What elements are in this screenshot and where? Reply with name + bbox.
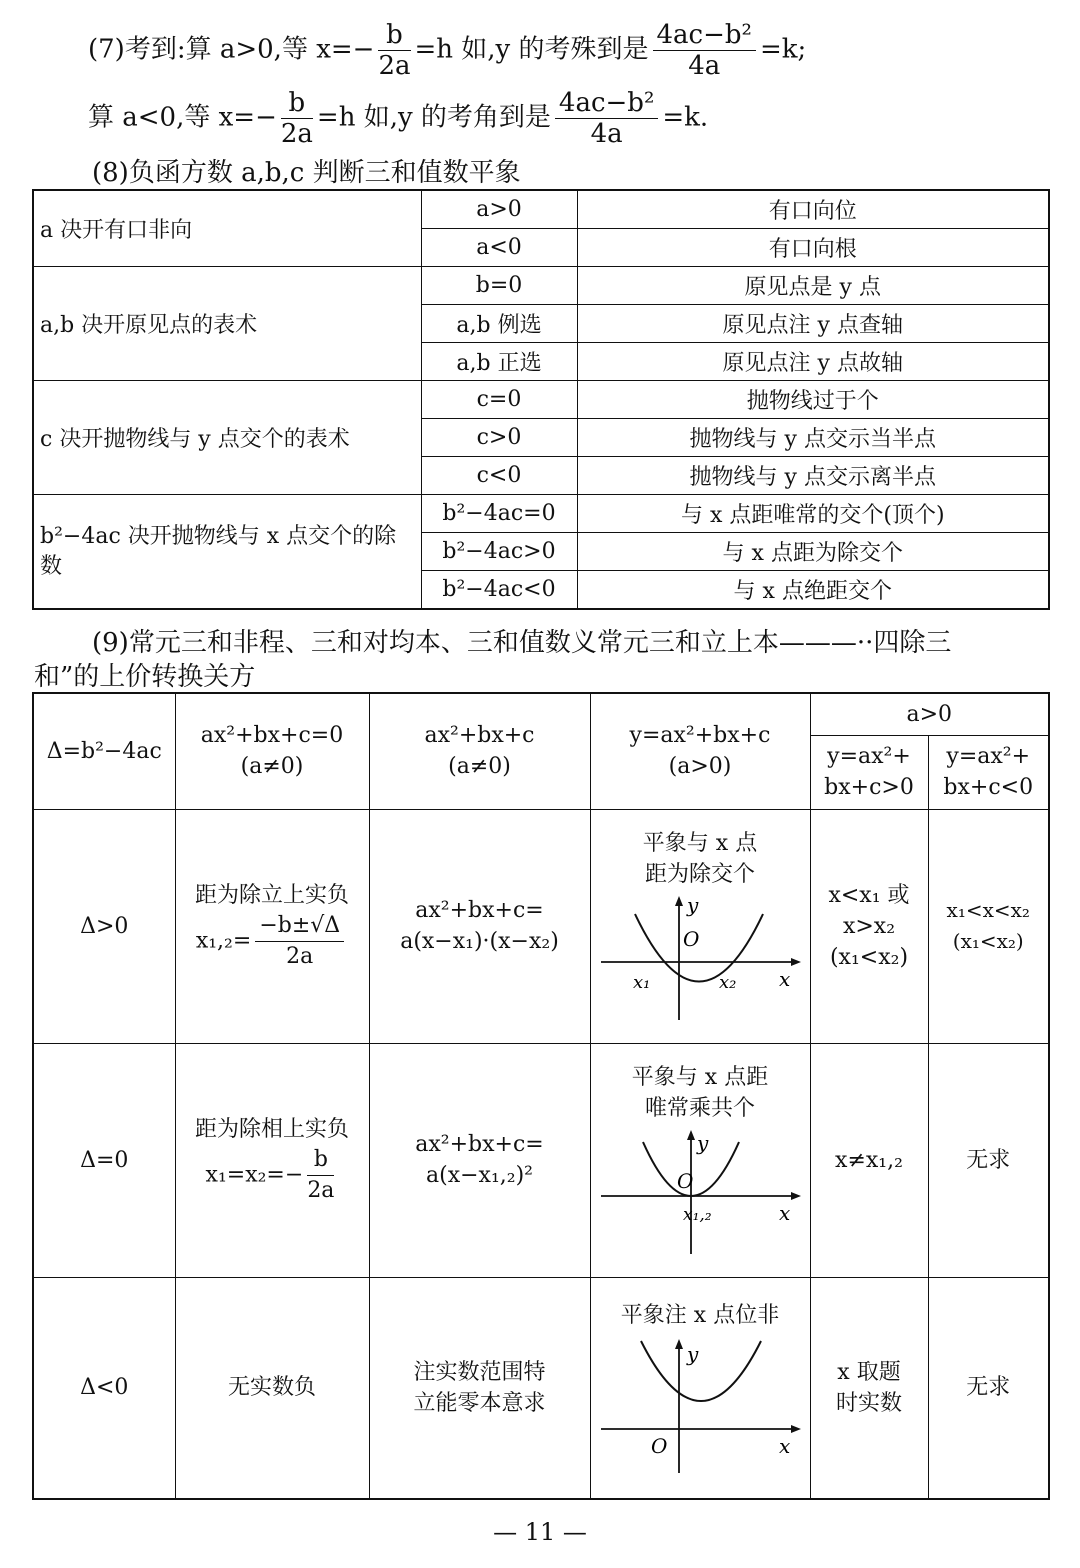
- roots-lhs: x₁,₂=: [195, 928, 252, 954]
- group-label: c 决开抛物线与 y 点交个的表术: [33, 381, 421, 495]
- frac-num: 4ac−b²: [555, 88, 658, 119]
- s7-line2: [88, 88, 708, 149]
- header-row: [33, 693, 1049, 735]
- y-label: y: [697, 1131, 709, 1155]
- roots-cell: 无实数负: [175, 1277, 369, 1499]
- table-row: [33, 190, 1049, 229]
- graph-caption: 平象与 x 点距: [631, 1065, 769, 1090]
- fraction: [653, 20, 756, 81]
- roots-lhs: x₁=x₂=−: [205, 1162, 304, 1188]
- table-row: [33, 381, 1049, 419]
- frac-den: 2a: [307, 1178, 335, 1203]
- solution-text: (x₁<x₂): [952, 929, 1024, 953]
- delta-cell: Δ<0: [33, 1277, 175, 1499]
- discriminant-table: [32, 692, 1050, 1500]
- frac-den: 2a: [378, 51, 411, 81]
- coefficient-table: [32, 189, 1050, 610]
- graph-caption: 距为除交个: [644, 862, 755, 887]
- parabola-one-root-graph: [597, 1128, 803, 1258]
- roots-formula: [180, 911, 365, 972]
- header-text: bx+c>0: [824, 775, 914, 800]
- group-label: b²−4ac 决开抛物线与 x 点交个的除数: [33, 495, 421, 610]
- s7-text: =k;: [759, 34, 807, 65]
- lt-solution-cell: 无求: [928, 1043, 1049, 1277]
- x-axis-arrow: [791, 1425, 801, 1433]
- roots-cell: [175, 1043, 369, 1277]
- condition-cell: c>0: [421, 419, 577, 457]
- delta-cell: Δ=0: [33, 1043, 175, 1277]
- result-cell: 抛物线与 y 点交示当半点: [577, 419, 1049, 457]
- frac-num: b: [281, 88, 313, 119]
- parabola-two-roots-graph: [597, 894, 803, 1024]
- factor-text: ax²+bx+c=: [415, 898, 544, 923]
- s7-line1: [88, 20, 806, 81]
- fraction: [378, 20, 410, 81]
- y-label: y: [687, 1342, 699, 1367]
- factor-text: 注实数范围特: [413, 1359, 546, 1385]
- condition-cell: a<0: [421, 229, 577, 267]
- frac-num: b: [378, 20, 410, 51]
- lt-solution-cell: 无求: [928, 1277, 1049, 1499]
- header-group: a>0: [810, 693, 1049, 735]
- header-lt-inequality: [928, 735, 1049, 809]
- header-equation: [175, 693, 369, 809]
- roots-text: 距为除立上实负: [194, 883, 349, 908]
- header-text: ax²+bx+c: [424, 723, 535, 749]
- fraction: [307, 1145, 334, 1206]
- factor-text: ax²+bx+c=: [415, 1132, 544, 1157]
- y-axis-arrow: [687, 1130, 695, 1140]
- frac-den: 2a: [286, 944, 314, 969]
- double-root-label: x₁,₂: [683, 1205, 712, 1225]
- solution-text: x<x₁ 或: [828, 882, 910, 908]
- root-x1-label: x₁: [633, 972, 651, 993]
- graph-caption: 平象与 x 点: [642, 831, 758, 856]
- solution-text: 时实数: [835, 1390, 902, 1416]
- condition-cell: a,b 例选: [421, 305, 577, 343]
- group-label: a,b 决开原见点的表术: [33, 267, 421, 381]
- delta-cell: Δ>0: [33, 809, 175, 1043]
- table-row: [33, 809, 1049, 1043]
- group-label: a 决开有口非向: [33, 190, 421, 267]
- graph-caption: 平象注 x 点位非: [620, 1303, 780, 1329]
- s7-text: =h 如,y 的考角到是: [316, 102, 551, 133]
- y-axis-arrow: [675, 896, 683, 906]
- frac-den: 4a: [590, 119, 623, 149]
- x-label: x: [779, 967, 791, 991]
- parabola-no-root-graph: [597, 1335, 803, 1475]
- y-axis-arrow: [675, 1339, 683, 1349]
- roots-cell: [175, 809, 369, 1043]
- condition-cell: b²−4ac=0: [421, 495, 577, 533]
- x-axis-arrow: [791, 958, 801, 966]
- factor-cell: [369, 1043, 590, 1277]
- header-function: [590, 693, 810, 809]
- gt-solution-cell: x≠x₁,₂: [810, 1043, 928, 1277]
- s9-heading-line1: (9)常元三和非程、三和对均本、三和值数义常元三和立上本———··四除三: [92, 628, 952, 658]
- graph-cell: [590, 1043, 810, 1277]
- result-cell: 与 x 点绝距交个: [577, 571, 1049, 610]
- table-row: [33, 267, 1049, 305]
- header-text: ax²+bx+c=0: [200, 723, 344, 749]
- table-row: [33, 1043, 1049, 1277]
- header-text: y=ax²+bx+c: [629, 723, 771, 749]
- s9-heading-line2: 和”的上价转换关方: [34, 662, 256, 692]
- solution-text: x>x₂: [842, 913, 896, 939]
- frac-num: −b±√Δ: [255, 911, 344, 942]
- graph-cell: [590, 1277, 810, 1499]
- result-cell: 有口向位: [577, 190, 1049, 229]
- fraction: [255, 911, 344, 972]
- factor-cell: [369, 809, 590, 1043]
- result-cell: 有口向根: [577, 229, 1049, 267]
- lt-solution-cell: [928, 809, 1049, 1043]
- condition-cell: b²−4ac<0: [421, 571, 577, 610]
- condition-cell: b=0: [421, 267, 577, 305]
- frac-num: b: [307, 1145, 334, 1176]
- table-row: [33, 1277, 1049, 1499]
- result-cell: 抛物线与 y 点交示离半点: [577, 457, 1049, 495]
- condition-cell: c=0: [421, 381, 577, 419]
- page-number: — 11 —: [493, 1518, 587, 1546]
- header-delta: Δ=b²−4ac: [33, 693, 175, 809]
- header-text: (a≠0): [448, 754, 511, 780]
- graph-cell: [590, 809, 810, 1043]
- factor-cell: [369, 1277, 590, 1499]
- header-text: y=ax²+: [946, 744, 1031, 769]
- origin-label: O: [651, 1434, 668, 1459]
- condition-cell: a>0: [421, 190, 577, 229]
- frac-den: 4a: [688, 51, 721, 81]
- frac-den: 2a: [280, 119, 313, 149]
- root-x2-label: x₂: [719, 972, 737, 993]
- roots-formula: [180, 1145, 365, 1206]
- factor-text: a(x−x₁,₂)²: [426, 1163, 533, 1188]
- parabola-curve: [641, 1341, 761, 1401]
- header-text: y=ax²+: [827, 744, 911, 769]
- fraction: [555, 88, 658, 149]
- header-text: bx+c<0: [943, 775, 1034, 800]
- result-cell: 与 x 点距为除交个: [577, 533, 1049, 571]
- x-label: x: [779, 1434, 791, 1459]
- result-cell: 原见点注 y 点查轴: [577, 305, 1049, 343]
- x-axis-arrow: [791, 1192, 801, 1200]
- solution-text: x₁<x<x₂: [946, 898, 1030, 922]
- result-cell: 原见点注 y 点故轴: [577, 343, 1049, 381]
- origin-label: O: [683, 927, 700, 951]
- y-label: y: [687, 894, 699, 917]
- roots-text: 距为除相上实负: [194, 1117, 349, 1142]
- solution-text: (x₁<x₂): [829, 944, 909, 970]
- s7-text: =k.: [662, 102, 709, 133]
- header-gt-inequality: [810, 735, 928, 809]
- s7-text: 算 a<0,等 x=−: [88, 102, 277, 133]
- header-text: (a≠0): [240, 754, 304, 780]
- factor-text: a(x−x₁)·(x−x₂): [400, 929, 559, 954]
- condition-cell: b²−4ac>0: [421, 533, 577, 571]
- factor-text: 立能零本意求: [413, 1390, 546, 1416]
- gt-solution-cell: [810, 809, 928, 1043]
- gt-solution-cell: [810, 1277, 928, 1499]
- s8-heading: (8)负函方数 a,b,c 判断三和值数平象: [92, 158, 521, 188]
- result-cell: 与 x 点距唯常的交个(顶个): [577, 495, 1049, 533]
- s7-text: =h 如,y 的考殊到是: [414, 34, 649, 65]
- result-cell: 原见点是 y 点: [577, 267, 1049, 305]
- s7-text: (7)考到:算 a>0,等 x=−: [88, 34, 375, 65]
- table-row: [33, 495, 1049, 533]
- condition-cell: c<0: [421, 457, 577, 495]
- solution-text: x 取题: [837, 1359, 901, 1385]
- x-label: x: [779, 1201, 791, 1225]
- condition-cell: a,b 正选: [421, 343, 577, 381]
- frac-num: 4ac−b²: [653, 20, 756, 51]
- graph-caption: 唯常乘共个: [644, 1096, 755, 1121]
- header-text: (a>0): [668, 754, 732, 780]
- result-cell: 抛物线过于个: [577, 381, 1049, 419]
- fraction: [281, 88, 313, 149]
- header-polynomial: [369, 693, 590, 809]
- origin-label: O: [677, 1169, 694, 1193]
